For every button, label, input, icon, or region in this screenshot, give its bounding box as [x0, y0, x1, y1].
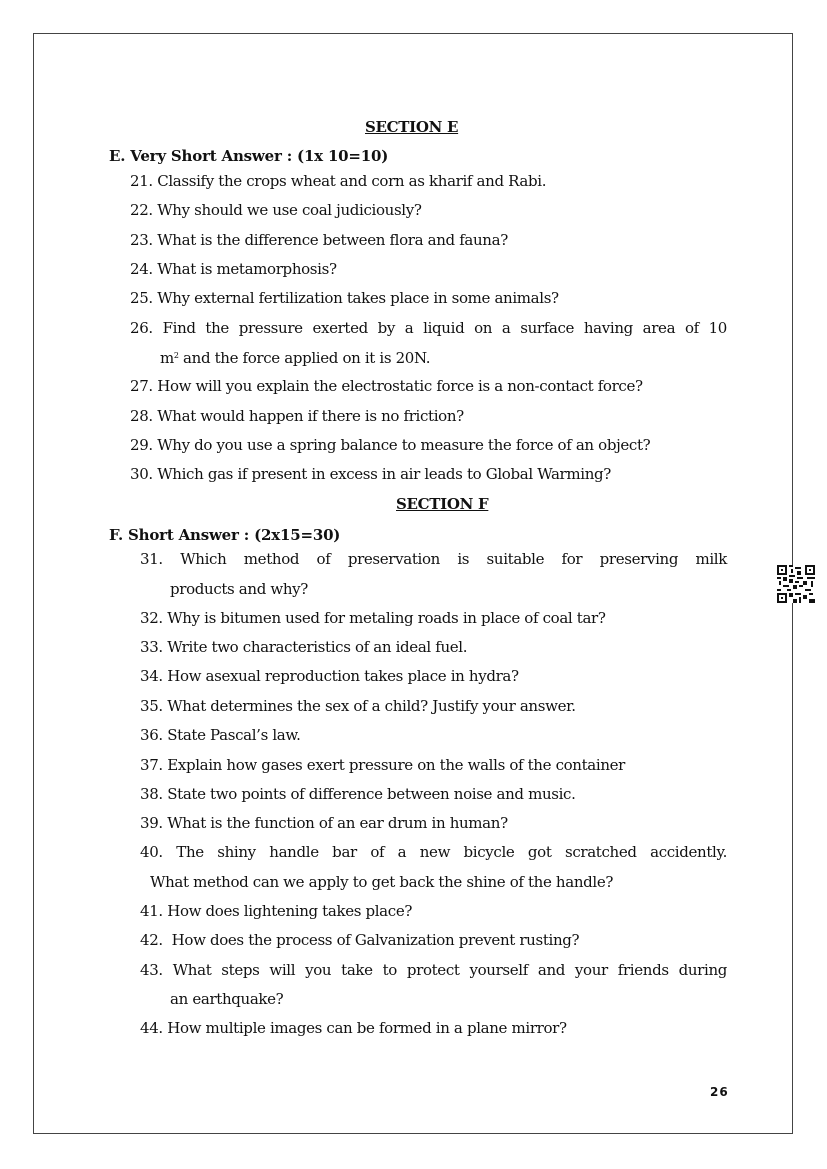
question-38: 38. State two points of difference between noise and music. — [140, 785, 576, 803]
section-f-heading: F. Short Answer : (2x15=30) — [109, 526, 341, 544]
question-40: 40. The shiny handle bar of a new bicycle got scratched accidently. — [140, 843, 728, 861]
question-44: 44. How multiple images can be formed in a plane mirror? — [140, 1019, 567, 1037]
question-26-continuation: $m^2$ and the force applied on it is 20N. — [160, 349, 431, 367]
question-33: 33. Write two characteristics of an ideal fuel. — [140, 638, 468, 656]
question-43-continuation: an earthquake? — [170, 990, 284, 1008]
question-43: 43. What steps will you take to protect yourself and your friends during — [140, 961, 728, 979]
question-35: 35. What determines the sex of a child? Justify your answer. — [140, 697, 576, 715]
question-40-continuation: What method can we apply to get back the shine of the handle? — [150, 873, 614, 891]
question-32: 32. Why is bitumen used for metaling roads in place of coal tar? — [140, 609, 606, 627]
question-34: 34. How asexual reproduction takes place in hydra? — [140, 667, 519, 685]
qr-code-icon — [777, 565, 815, 603]
section-e-heading: E. Very Short Answer : (1x 10=10) — [109, 147, 389, 165]
page-number: 26 — [710, 1085, 729, 1099]
question-23: 23. What is the difference between flora and fauna? — [130, 231, 508, 249]
question-28: 28. What would happen if there is no friction? — [130, 407, 464, 425]
question-37: 37. Explain how gases exert pressure on the walls of the container — [140, 756, 625, 774]
question-27: 27. How will you explain the electrostatic force is a non-contact force? — [130, 377, 643, 395]
question-25: 25. Why external fertilization takes place in some animals? — [130, 289, 559, 307]
question-29: 29. Why do you use a spring balance to measure the force of an object? — [130, 436, 651, 454]
question-36: 36. State Pascal’s law. — [140, 726, 301, 744]
question-31-continuation: products and why? — [170, 580, 309, 598]
section-e-title: SECTION E — [365, 118, 459, 136]
section-f-title: SECTION F — [396, 495, 489, 513]
question-26: 26. Find the pressure exerted by a liquid on a surface having area of 10 — [130, 319, 727, 337]
question-41: 41. How does lightening takes place? — [140, 902, 413, 920]
question-24: 24. What is metamorphosis? — [130, 260, 337, 278]
question-31: 31. Which method of preservation is suitable for preserving milk — [140, 550, 727, 568]
question-39: 39. What is the function of an ear drum in human? — [140, 814, 508, 832]
question-21: 21. Classify the crops wheat and corn as kharif and Rabi. — [130, 172, 547, 190]
question-22: 22. Why should we use coal judiciously? — [130, 201, 422, 219]
question-30: 30. Which gas if present in excess in air leads to Global Warming? — [130, 465, 611, 483]
question-42: 42. How does the process of Galvanization prevent rusting? — [140, 931, 580, 949]
